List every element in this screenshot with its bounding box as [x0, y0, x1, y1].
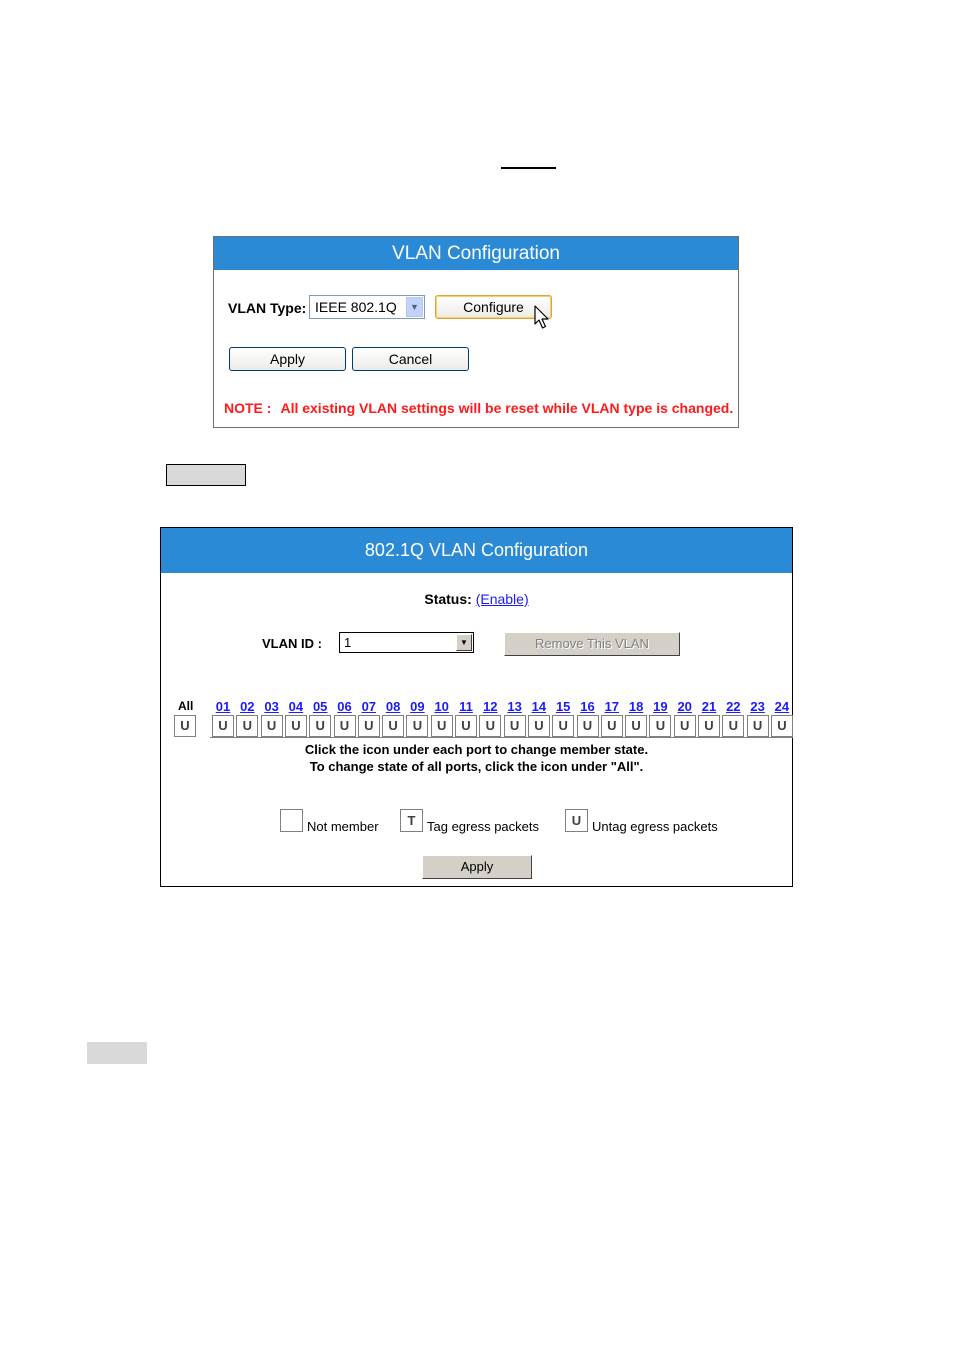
legend-not-member: Not member: [307, 819, 379, 834]
all-ports-label: All: [178, 699, 194, 713]
vlan-type-label: VLAN Type:: [228, 300, 307, 316]
legend-tag: Tag egress packets: [427, 819, 540, 834]
port-state-toggle-23[interactable]: U: [747, 715, 769, 737]
port-state-toggle-07[interactable]: U: [358, 715, 380, 737]
status-row: [161, 591, 792, 607]
vlan-id-label: VLAN ID :: [262, 636, 322, 651]
legend-untag: Untag egress packets: [592, 819, 718, 834]
chevron-down-icon[interactable]: ▼: [456, 634, 472, 651]
divider: [210, 737, 793, 738]
port-state-toggle-18[interactable]: U: [625, 715, 647, 737]
port-state-toggle-02[interactable]: U: [236, 715, 258, 737]
note-prefix: NOTE :: [224, 400, 272, 416]
port-state-toggle-14[interactable]: U: [528, 715, 550, 737]
untag-icon: U: [565, 809, 588, 832]
port-link-13[interactable]: 13: [507, 699, 522, 714]
port-link-21[interactable]: 21: [701, 699, 717, 714]
port-state-toggle-05[interactable]: U: [309, 715, 331, 737]
port-link-09[interactable]: 09: [410, 699, 425, 714]
vlan-id-select[interactable]: [339, 632, 474, 653]
port-state-toggle-16[interactable]: U: [577, 715, 599, 737]
port-state-toggle-10[interactable]: U: [431, 715, 453, 737]
port-link-11[interactable]: 11: [459, 699, 473, 714]
port-state-toggle-22[interactable]: U: [722, 715, 744, 737]
port-link-12[interactable]: 12: [483, 699, 498, 714]
port-state-toggle-08[interactable]: U: [382, 715, 404, 737]
port-state-toggle-06[interactable]: U: [334, 715, 356, 737]
port-state-toggle-20[interactable]: U: [674, 715, 696, 737]
highlight-box: [166, 464, 246, 486]
instruction-line-1: Click the icon under each port to change member state.: [304, 742, 649, 757]
port-state-toggle-03[interactable]: U: [261, 715, 283, 737]
underline-rule: [501, 167, 556, 169]
port-state-toggle-04[interactable]: U: [285, 715, 307, 737]
cancel-button[interactable]: Cancel: [352, 347, 469, 371]
note-text: All existing VLAN settings will be reset while VLAN type is changed.: [280, 400, 734, 416]
chevron-down-icon[interactable]: ▼: [406, 297, 423, 317]
apply-button[interactable]: Apply: [422, 855, 532, 879]
port-state-toggle-24[interactable]: U: [771, 715, 793, 737]
port-link-07[interactable]: 07: [361, 699, 377, 714]
port-link-08[interactable]: 08: [385, 699, 401, 714]
panel-title: 802.1Q VLAN Configuration: [161, 528, 792, 573]
port-state-toggle-11[interactable]: U: [455, 715, 477, 737]
status-label: Status:: [424, 591, 472, 607]
port-link-22[interactable]: 22: [726, 699, 741, 714]
port-link-10[interactable]: 10: [434, 699, 449, 714]
port-link-19[interactable]: 19: [653, 699, 668, 714]
port-link-05[interactable]: 05: [312, 699, 328, 714]
port-link-16[interactable]: 16: [580, 699, 595, 714]
port-link-01[interactable]: 01: [215, 699, 231, 714]
port-link-02[interactable]: 02: [240, 699, 255, 714]
warning-note: [224, 400, 733, 416]
port-state-toggle-12[interactable]: U: [479, 715, 501, 737]
configure-button[interactable]: Configure: [435, 295, 552, 319]
panel-title: VLAN Configuration: [214, 237, 738, 270]
port-link-14[interactable]: 14: [531, 699, 547, 714]
port-state-toggle-13[interactable]: U: [504, 715, 526, 737]
instruction-line-2: To change state of all ports, click the icon under "All".: [309, 759, 644, 774]
vlan-type-select[interactable]: [309, 295, 425, 319]
remove-vlan-button[interactable]: Remove This VLAN: [504, 632, 680, 656]
port-link-23[interactable]: 23: [750, 699, 765, 714]
all-ports-state-toggle[interactable]: U: [174, 715, 196, 737]
port-link-18[interactable]: 18: [628, 699, 644, 714]
port-state-toggle-19[interactable]: U: [649, 715, 671, 737]
port-link-15[interactable]: 15: [555, 699, 571, 714]
dot1q-vlan-configuration-panel: [160, 527, 793, 887]
not-member-icon: [280, 809, 303, 832]
highlight-box: [87, 1042, 147, 1064]
apply-button[interactable]: Apply: [229, 347, 346, 371]
vlan-id-value: 1: [344, 635, 352, 650]
port-state-toggle-09[interactable]: U: [406, 715, 428, 737]
port-link-20[interactable]: 20: [677, 699, 692, 714]
port-state-toggle-01[interactable]: U: [212, 715, 234, 737]
port-state-toggle-17[interactable]: U: [601, 715, 623, 737]
port-state-toggle-21[interactable]: U: [698, 715, 720, 737]
mouse-pointer-icon: [534, 305, 554, 331]
vlan-type-value: IEEE 802.1Q: [315, 299, 397, 315]
port-state-toggle-15[interactable]: U: [552, 715, 574, 737]
port-link-24[interactable]: 24: [774, 699, 790, 714]
port-link-03[interactable]: 03: [264, 699, 279, 714]
port-link-17[interactable]: 17: [604, 699, 620, 714]
vlan-configuration-panel: [213, 236, 739, 428]
status-enable-link[interactable]: (Enable): [475, 591, 529, 607]
port-link-06[interactable]: 06: [337, 699, 352, 714]
port-link-04[interactable]: 04: [288, 699, 304, 714]
tag-icon: T: [400, 809, 423, 832]
